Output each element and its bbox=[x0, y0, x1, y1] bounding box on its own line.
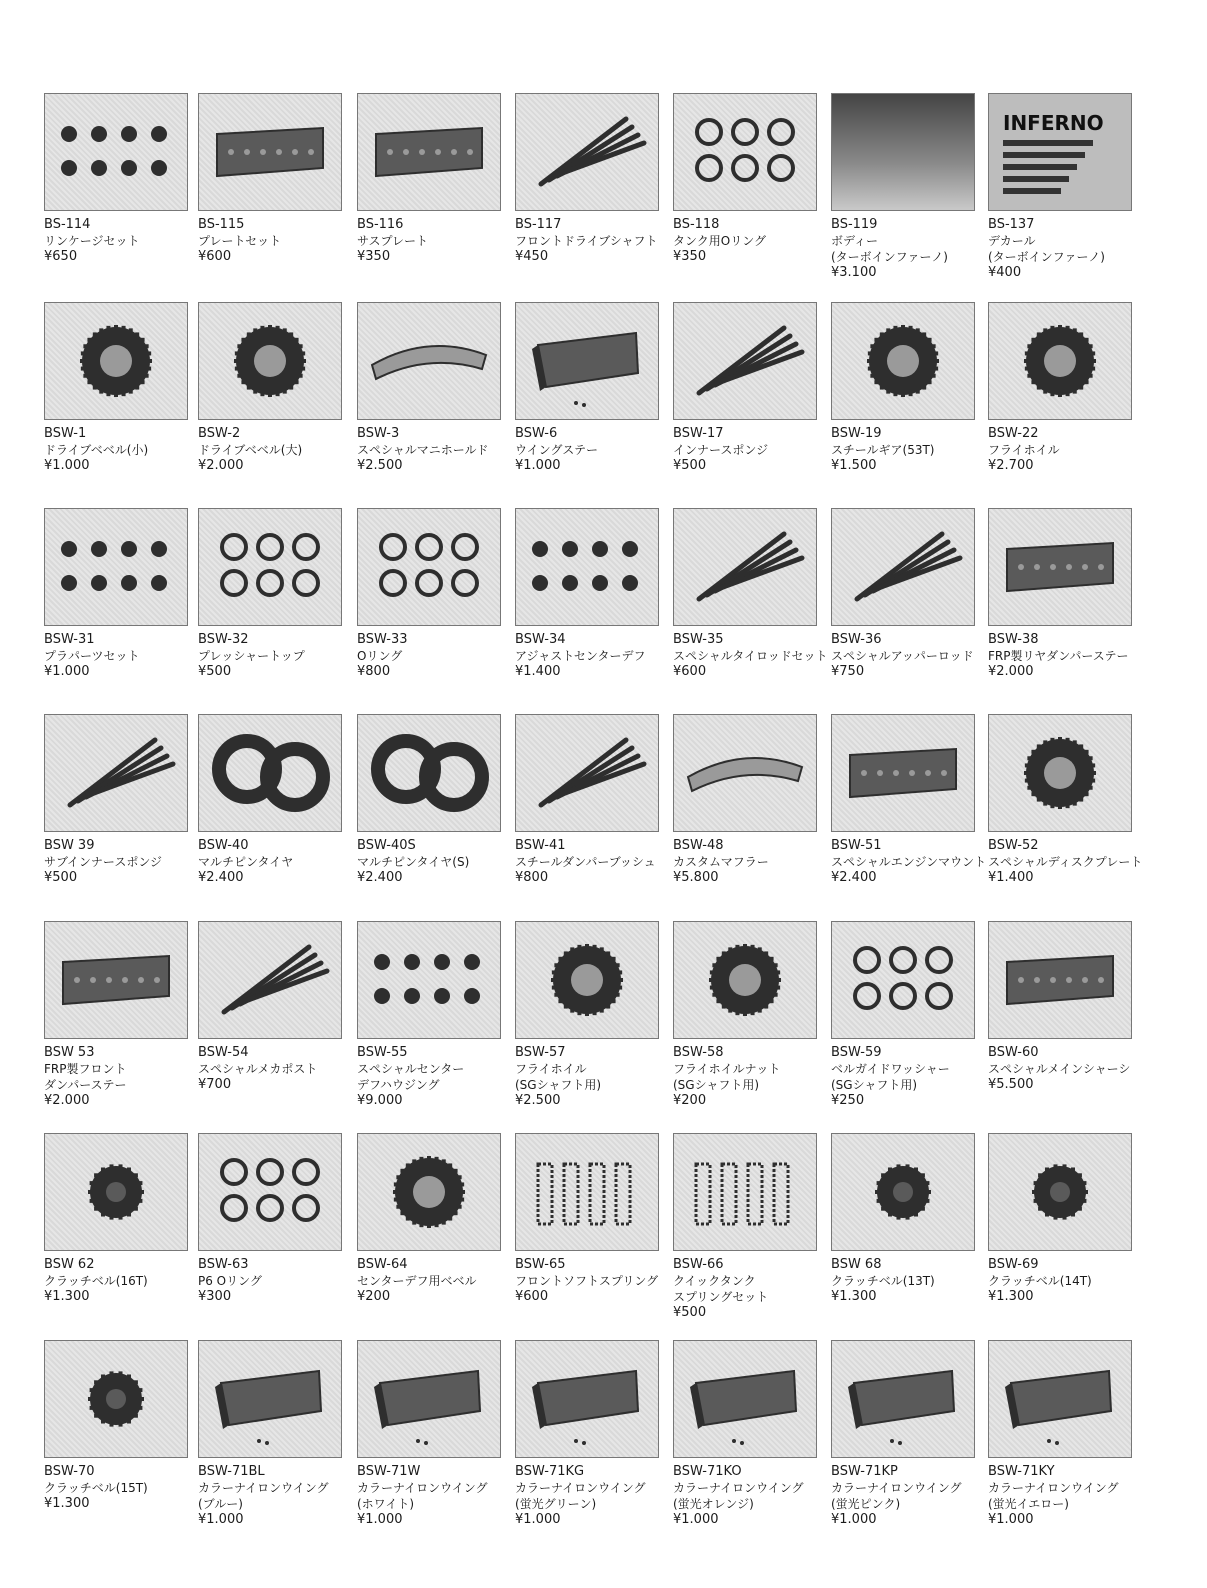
wing-blue-icon bbox=[198, 1340, 342, 1458]
product-price: ¥600 bbox=[673, 664, 707, 679]
product-price: ¥2.000 bbox=[44, 1093, 90, 1108]
product-code: BS-116 bbox=[357, 217, 404, 232]
product-code: BS-137 bbox=[988, 217, 1035, 232]
product-name: (ブルー) bbox=[198, 1497, 243, 1511]
spring-icon bbox=[515, 1133, 659, 1251]
diff-bevel-icon bbox=[357, 1133, 501, 1251]
product-price: ¥2.500 bbox=[357, 458, 403, 473]
flywheel-nut-icon bbox=[673, 921, 817, 1039]
product-code: BSW-70 bbox=[44, 1464, 95, 1479]
product-code: BSW-54 bbox=[198, 1045, 249, 1060]
product-name: ダンパーステー bbox=[44, 1078, 127, 1092]
product-name: (蛍光ピンク) bbox=[831, 1497, 901, 1511]
product-name: プレートセット bbox=[198, 234, 282, 248]
product-code: BSW-71KO bbox=[673, 1464, 742, 1479]
product-name: リンケージセット bbox=[44, 234, 140, 248]
product-item bbox=[198, 302, 346, 474]
product-item bbox=[988, 1340, 1136, 1528]
product-name: スペシャルメカポスト bbox=[198, 1062, 318, 1076]
product-code: BSW-60 bbox=[988, 1045, 1039, 1060]
product-code: BSW-71KG bbox=[515, 1464, 585, 1479]
product-price: ¥250 bbox=[831, 1093, 865, 1108]
catalog-row bbox=[0, 1340, 1207, 1540]
product-name: フロントソフトスプリング bbox=[515, 1274, 659, 1288]
product-item bbox=[44, 714, 192, 886]
product-item bbox=[988, 1133, 1136, 1305]
bevel-gear-large-icon bbox=[198, 302, 342, 420]
product-name: P6 Oリング bbox=[198, 1274, 262, 1288]
tank-spring-icon bbox=[673, 1133, 817, 1251]
product-code: BSW-59 bbox=[831, 1045, 882, 1060]
product-price: ¥2.000 bbox=[198, 458, 244, 473]
diff-housing-icon bbox=[357, 921, 501, 1039]
product-item bbox=[831, 508, 979, 680]
product-name: カラーナイロンウイング bbox=[357, 1481, 488, 1495]
product-name: ドライブベベル(大) bbox=[198, 443, 303, 457]
product-name: フライホイルナット bbox=[673, 1062, 781, 1076]
tire-icon bbox=[198, 714, 342, 832]
product-item bbox=[198, 1133, 346, 1305]
clutch-bell-14-icon bbox=[988, 1133, 1132, 1251]
product-name: プラパーツセット bbox=[44, 649, 140, 663]
center-diff-icon bbox=[515, 508, 659, 626]
tire-soft-icon bbox=[357, 714, 501, 832]
product-code: BSW-71W bbox=[357, 1464, 421, 1479]
product-name: カラーナイロンウイング bbox=[198, 1481, 329, 1495]
product-price: ¥1.300 bbox=[44, 1496, 90, 1511]
product-item bbox=[357, 508, 505, 680]
product-code: BSW-58 bbox=[673, 1045, 724, 1060]
product-price: ¥2.400 bbox=[357, 870, 403, 885]
product-code: BSW-64 bbox=[357, 1257, 408, 1272]
product-price: ¥350 bbox=[357, 249, 391, 264]
product-name: カラーナイロンウイング bbox=[988, 1481, 1119, 1495]
washer-icon bbox=[831, 921, 975, 1039]
sub-sponge-icon bbox=[44, 714, 188, 832]
product-name: (ターボインファーノ) bbox=[988, 250, 1105, 264]
product-item bbox=[198, 714, 346, 886]
product-price: ¥300 bbox=[198, 1289, 232, 1304]
product-name: (SGシャフト用) bbox=[673, 1078, 760, 1092]
product-code: BS-117 bbox=[515, 217, 562, 232]
linkage-set-icon bbox=[44, 93, 188, 211]
catalog-row bbox=[0, 1133, 1207, 1333]
product-price: ¥600 bbox=[515, 1289, 549, 1304]
product-price: ¥5.800 bbox=[673, 870, 719, 885]
product-name: スペシャルディスクプレート bbox=[988, 855, 1143, 869]
product-price: ¥1.300 bbox=[44, 1289, 90, 1304]
product-code: BS-114 bbox=[44, 217, 91, 232]
product-item bbox=[198, 1340, 346, 1528]
catalog-row bbox=[0, 714, 1207, 914]
product-name: プレッシャートップ bbox=[198, 649, 305, 663]
drive-shaft-icon bbox=[515, 93, 659, 211]
product-name: マルチピンタイヤ bbox=[198, 855, 294, 869]
product-name: スペシャルエンジンマウント bbox=[831, 855, 987, 869]
catalog-row bbox=[0, 508, 1207, 708]
product-code: BSW-32 bbox=[198, 632, 249, 647]
product-name: (SGシャフト用) bbox=[831, 1078, 918, 1092]
product-name: カスタムマフラー bbox=[673, 855, 769, 869]
clutch-bell-13-icon bbox=[831, 1133, 975, 1251]
product-code: BSW-17 bbox=[673, 426, 724, 441]
product-price: ¥1.000 bbox=[44, 664, 90, 679]
product-price: ¥500 bbox=[198, 664, 232, 679]
product-name: カラーナイロンウイング bbox=[831, 1481, 962, 1495]
product-price: ¥1.000 bbox=[831, 1512, 877, 1527]
engine-mount-icon bbox=[831, 714, 975, 832]
product-name: FRP製フロント bbox=[44, 1062, 127, 1076]
product-name: スペシャルアッパーロッド bbox=[831, 649, 974, 663]
wing-stay-icon bbox=[515, 302, 659, 420]
product-item bbox=[831, 921, 979, 1109]
product-code: BSW 39 bbox=[44, 838, 95, 853]
p6-o-ring-icon bbox=[198, 1133, 342, 1251]
product-item bbox=[44, 508, 192, 680]
product-name: Oリング bbox=[357, 649, 403, 663]
product-code: BSW-41 bbox=[515, 838, 566, 853]
product-name: ウイングステー bbox=[515, 443, 599, 457]
product-item bbox=[988, 93, 1136, 281]
product-item bbox=[515, 508, 663, 680]
product-name: スプリングセット bbox=[673, 1290, 769, 1304]
product-item bbox=[673, 921, 821, 1109]
product-item bbox=[673, 508, 828, 680]
product-name: (ホワイト) bbox=[357, 1497, 415, 1511]
product-name: スペシャルセンター bbox=[357, 1062, 465, 1076]
product-price: ¥5.500 bbox=[988, 1077, 1034, 1092]
wing-white-icon bbox=[357, 1340, 501, 1458]
main-chassis-icon bbox=[988, 921, 1132, 1039]
product-item bbox=[357, 1133, 505, 1305]
product-item bbox=[673, 93, 821, 265]
product-price: ¥1.400 bbox=[988, 870, 1034, 885]
product-price: ¥1.400 bbox=[515, 664, 561, 679]
product-price: ¥500 bbox=[673, 458, 707, 473]
product-name: ボディー bbox=[831, 234, 879, 248]
product-price: ¥500 bbox=[44, 870, 78, 885]
product-item bbox=[831, 93, 979, 281]
product-name: タンク用Oリング bbox=[673, 234, 766, 248]
product-price: ¥2.700 bbox=[988, 458, 1034, 473]
product-code: BSW 53 bbox=[44, 1045, 95, 1060]
product-name: フライホイル bbox=[988, 443, 1060, 457]
product-item bbox=[44, 1340, 192, 1512]
product-price: ¥1.000 bbox=[515, 458, 561, 473]
product-price: ¥650 bbox=[44, 249, 78, 264]
product-item bbox=[198, 508, 346, 680]
manifold-icon bbox=[357, 302, 501, 420]
product-code: BS-119 bbox=[831, 217, 878, 232]
product-item bbox=[515, 1133, 663, 1305]
product-price: ¥2.400 bbox=[831, 870, 877, 885]
product-name: スチールダンパーブッシュ bbox=[515, 855, 656, 869]
inner-sponge-icon bbox=[673, 302, 817, 420]
product-code: BSW-51 bbox=[831, 838, 882, 853]
product-item bbox=[673, 1133, 821, 1321]
product-price: ¥1.500 bbox=[831, 458, 877, 473]
product-name: カラーナイロンウイング bbox=[673, 1481, 804, 1495]
product-price: ¥1.300 bbox=[831, 1289, 877, 1304]
product-item bbox=[198, 93, 346, 265]
product-item bbox=[44, 302, 192, 474]
product-code: BSW-36 bbox=[831, 632, 882, 647]
product-item bbox=[673, 302, 821, 474]
product-name: アジャストセンターデフ bbox=[515, 649, 646, 663]
product-item bbox=[673, 714, 821, 886]
product-item bbox=[515, 1340, 663, 1528]
product-item bbox=[988, 508, 1136, 680]
product-item bbox=[515, 93, 663, 265]
body-icon bbox=[831, 93, 975, 211]
product-item bbox=[988, 714, 1143, 886]
product-name: スチールギア(53T) bbox=[831, 443, 935, 457]
product-name: クラッチベル(15T) bbox=[44, 1481, 148, 1495]
mecha-post-icon bbox=[198, 921, 342, 1039]
product-price: ¥200 bbox=[673, 1093, 707, 1108]
plate-set-icon bbox=[198, 93, 342, 211]
product-name: クラッチベル(13T) bbox=[831, 1274, 935, 1288]
product-code: BSW-19 bbox=[831, 426, 882, 441]
product-price: ¥400 bbox=[988, 265, 1022, 280]
product-code: BSW-33 bbox=[357, 632, 408, 647]
wing-green-icon bbox=[515, 1340, 659, 1458]
pressure-top-icon bbox=[198, 508, 342, 626]
product-code: BSW-55 bbox=[357, 1045, 408, 1060]
product-name: FRP製リヤダンパーステー bbox=[988, 649, 1129, 663]
product-item bbox=[831, 1340, 979, 1528]
product-code: BSW-57 bbox=[515, 1045, 566, 1060]
product-code: BSW 68 bbox=[831, 1257, 882, 1272]
product-name: (ターボインファーノ) bbox=[831, 250, 948, 264]
product-price: ¥350 bbox=[673, 249, 707, 264]
product-name: マルチピンタイヤ(S) bbox=[357, 855, 470, 869]
product-price: ¥600 bbox=[198, 249, 232, 264]
product-code: BSW-40S bbox=[357, 838, 416, 853]
product-price: ¥1.300 bbox=[988, 1289, 1034, 1304]
upper-rod-icon bbox=[831, 508, 975, 626]
product-price: ¥1.000 bbox=[673, 1512, 719, 1527]
product-price: ¥700 bbox=[198, 1077, 232, 1092]
product-name: スペシャルメインシャーシ bbox=[988, 1062, 1131, 1076]
product-code: BSW-6 bbox=[515, 426, 558, 441]
suspension-plate-icon bbox=[357, 93, 501, 211]
product-price: ¥750 bbox=[831, 664, 865, 679]
product-item bbox=[357, 714, 505, 886]
product-item bbox=[515, 302, 663, 474]
product-code: BS-118 bbox=[673, 217, 720, 232]
product-name: (SGシャフト用) bbox=[515, 1078, 602, 1092]
flywheel-icon bbox=[988, 302, 1132, 420]
product-item bbox=[988, 302, 1136, 474]
product-code: BSW-31 bbox=[44, 632, 95, 647]
product-code: BSW-65 bbox=[515, 1257, 566, 1272]
product-name: (蛍光オレンジ) bbox=[673, 1497, 754, 1511]
decal-logo: INFERNO bbox=[1003, 111, 1104, 135]
product-name: サブインナースポンジ bbox=[44, 855, 163, 869]
product-code: BSW-40 bbox=[198, 838, 249, 853]
product-code: BSW-52 bbox=[988, 838, 1039, 853]
product-name: クイックタンク bbox=[673, 1274, 756, 1288]
product-price: ¥1.000 bbox=[44, 458, 90, 473]
product-price: ¥2.500 bbox=[515, 1093, 561, 1108]
product-item bbox=[831, 714, 987, 886]
product-name: カラーナイロンウイング bbox=[515, 1481, 646, 1495]
product-item bbox=[44, 93, 192, 265]
product-price: ¥1.000 bbox=[198, 1512, 244, 1527]
product-name: デカール bbox=[988, 234, 1036, 248]
product-name: フロントドライブシャフト bbox=[515, 234, 658, 248]
product-price: ¥1.000 bbox=[988, 1512, 1034, 1527]
product-price: ¥1.000 bbox=[357, 1512, 403, 1527]
damper-bush-icon bbox=[515, 714, 659, 832]
flywheel-sg-icon bbox=[515, 921, 659, 1039]
product-code: BSW-71BL bbox=[198, 1464, 265, 1479]
product-name: (蛍光イエロー) bbox=[988, 1497, 1069, 1511]
product-price: ¥800 bbox=[357, 664, 391, 679]
product-name: (蛍光グリーン) bbox=[515, 1497, 597, 1511]
product-price: ¥800 bbox=[515, 870, 549, 885]
decal-icon bbox=[988, 93, 1132, 211]
o-ring-icon bbox=[673, 93, 817, 211]
muffler-icon bbox=[673, 714, 817, 832]
front-damper-stay-icon bbox=[44, 921, 188, 1039]
product-name: ベルガイドワッシャー bbox=[831, 1062, 950, 1076]
wing-pink-icon bbox=[831, 1340, 975, 1458]
product-price: ¥1.000 bbox=[515, 1512, 561, 1527]
product-item bbox=[988, 921, 1136, 1093]
clutch-bell-icon bbox=[44, 1133, 188, 1251]
product-price: ¥2.000 bbox=[988, 664, 1034, 679]
product-name: インナースポンジ bbox=[673, 443, 769, 457]
product-price: ¥450 bbox=[515, 249, 549, 264]
product-name: デフハウジング bbox=[357, 1078, 440, 1092]
product-item bbox=[831, 302, 979, 474]
disc-plate-icon bbox=[988, 714, 1132, 832]
product-item bbox=[515, 921, 663, 1109]
product-item bbox=[515, 714, 663, 886]
product-item bbox=[44, 921, 192, 1109]
product-name: ドライブベベル(小) bbox=[44, 443, 149, 457]
damper-stay-icon bbox=[988, 508, 1132, 626]
product-name: クラッチベル(16T) bbox=[44, 1274, 148, 1288]
product-name: スペシャルタイロッドセット bbox=[673, 649, 828, 663]
tie-rod-icon bbox=[673, 508, 817, 626]
product-code: BSW-2 bbox=[198, 426, 241, 441]
product-price: ¥200 bbox=[357, 1289, 391, 1304]
product-code: BSW-3 bbox=[357, 426, 400, 441]
product-code: BSW-22 bbox=[988, 426, 1039, 441]
product-item bbox=[44, 1133, 192, 1305]
product-item bbox=[357, 1340, 505, 1528]
clutch-bell-15-icon bbox=[44, 1340, 188, 1458]
product-code: BSW-1 bbox=[44, 426, 87, 441]
product-code: BSW-63 bbox=[198, 1257, 249, 1272]
o-ring-set-icon bbox=[357, 508, 501, 626]
wing-yellow-icon bbox=[988, 1340, 1132, 1458]
product-name: サスプレート bbox=[357, 234, 429, 248]
product-code: BSW-35 bbox=[673, 632, 724, 647]
product-code: BSW-66 bbox=[673, 1257, 724, 1272]
catalog-row bbox=[0, 921, 1207, 1121]
product-code: BSW-71KY bbox=[988, 1464, 1055, 1479]
product-price: ¥9.000 bbox=[357, 1093, 403, 1108]
product-code: BSW 62 bbox=[44, 1257, 95, 1272]
product-code: BS-115 bbox=[198, 217, 245, 232]
product-item bbox=[831, 1133, 979, 1305]
product-name: スペシャルマニホールド bbox=[357, 443, 489, 457]
product-item bbox=[198, 921, 346, 1093]
product-price: ¥500 bbox=[673, 1305, 707, 1320]
product-price: ¥3.100 bbox=[831, 265, 877, 280]
product-item bbox=[357, 93, 505, 265]
product-name: センターデフ用ベベル bbox=[357, 1274, 477, 1288]
wing-orange-icon bbox=[673, 1340, 817, 1458]
product-code: BSW-38 bbox=[988, 632, 1039, 647]
product-item bbox=[357, 921, 505, 1109]
product-item bbox=[673, 1340, 821, 1528]
plastic-parts-icon bbox=[44, 508, 188, 626]
catalog-row bbox=[0, 302, 1207, 502]
product-code: BSW-69 bbox=[988, 1257, 1039, 1272]
catalog-row bbox=[0, 93, 1207, 293]
product-code: BSW-34 bbox=[515, 632, 566, 647]
product-code: BSW-71KP bbox=[831, 1464, 898, 1479]
product-name: クラッチベル(14T) bbox=[988, 1274, 1092, 1288]
product-name: フライホイル bbox=[515, 1062, 587, 1076]
product-code: BSW-48 bbox=[673, 838, 724, 853]
steel-gear-icon bbox=[831, 302, 975, 420]
product-price: ¥2.400 bbox=[198, 870, 244, 885]
bevel-gear-small-icon bbox=[44, 302, 188, 420]
product-item bbox=[357, 302, 505, 474]
